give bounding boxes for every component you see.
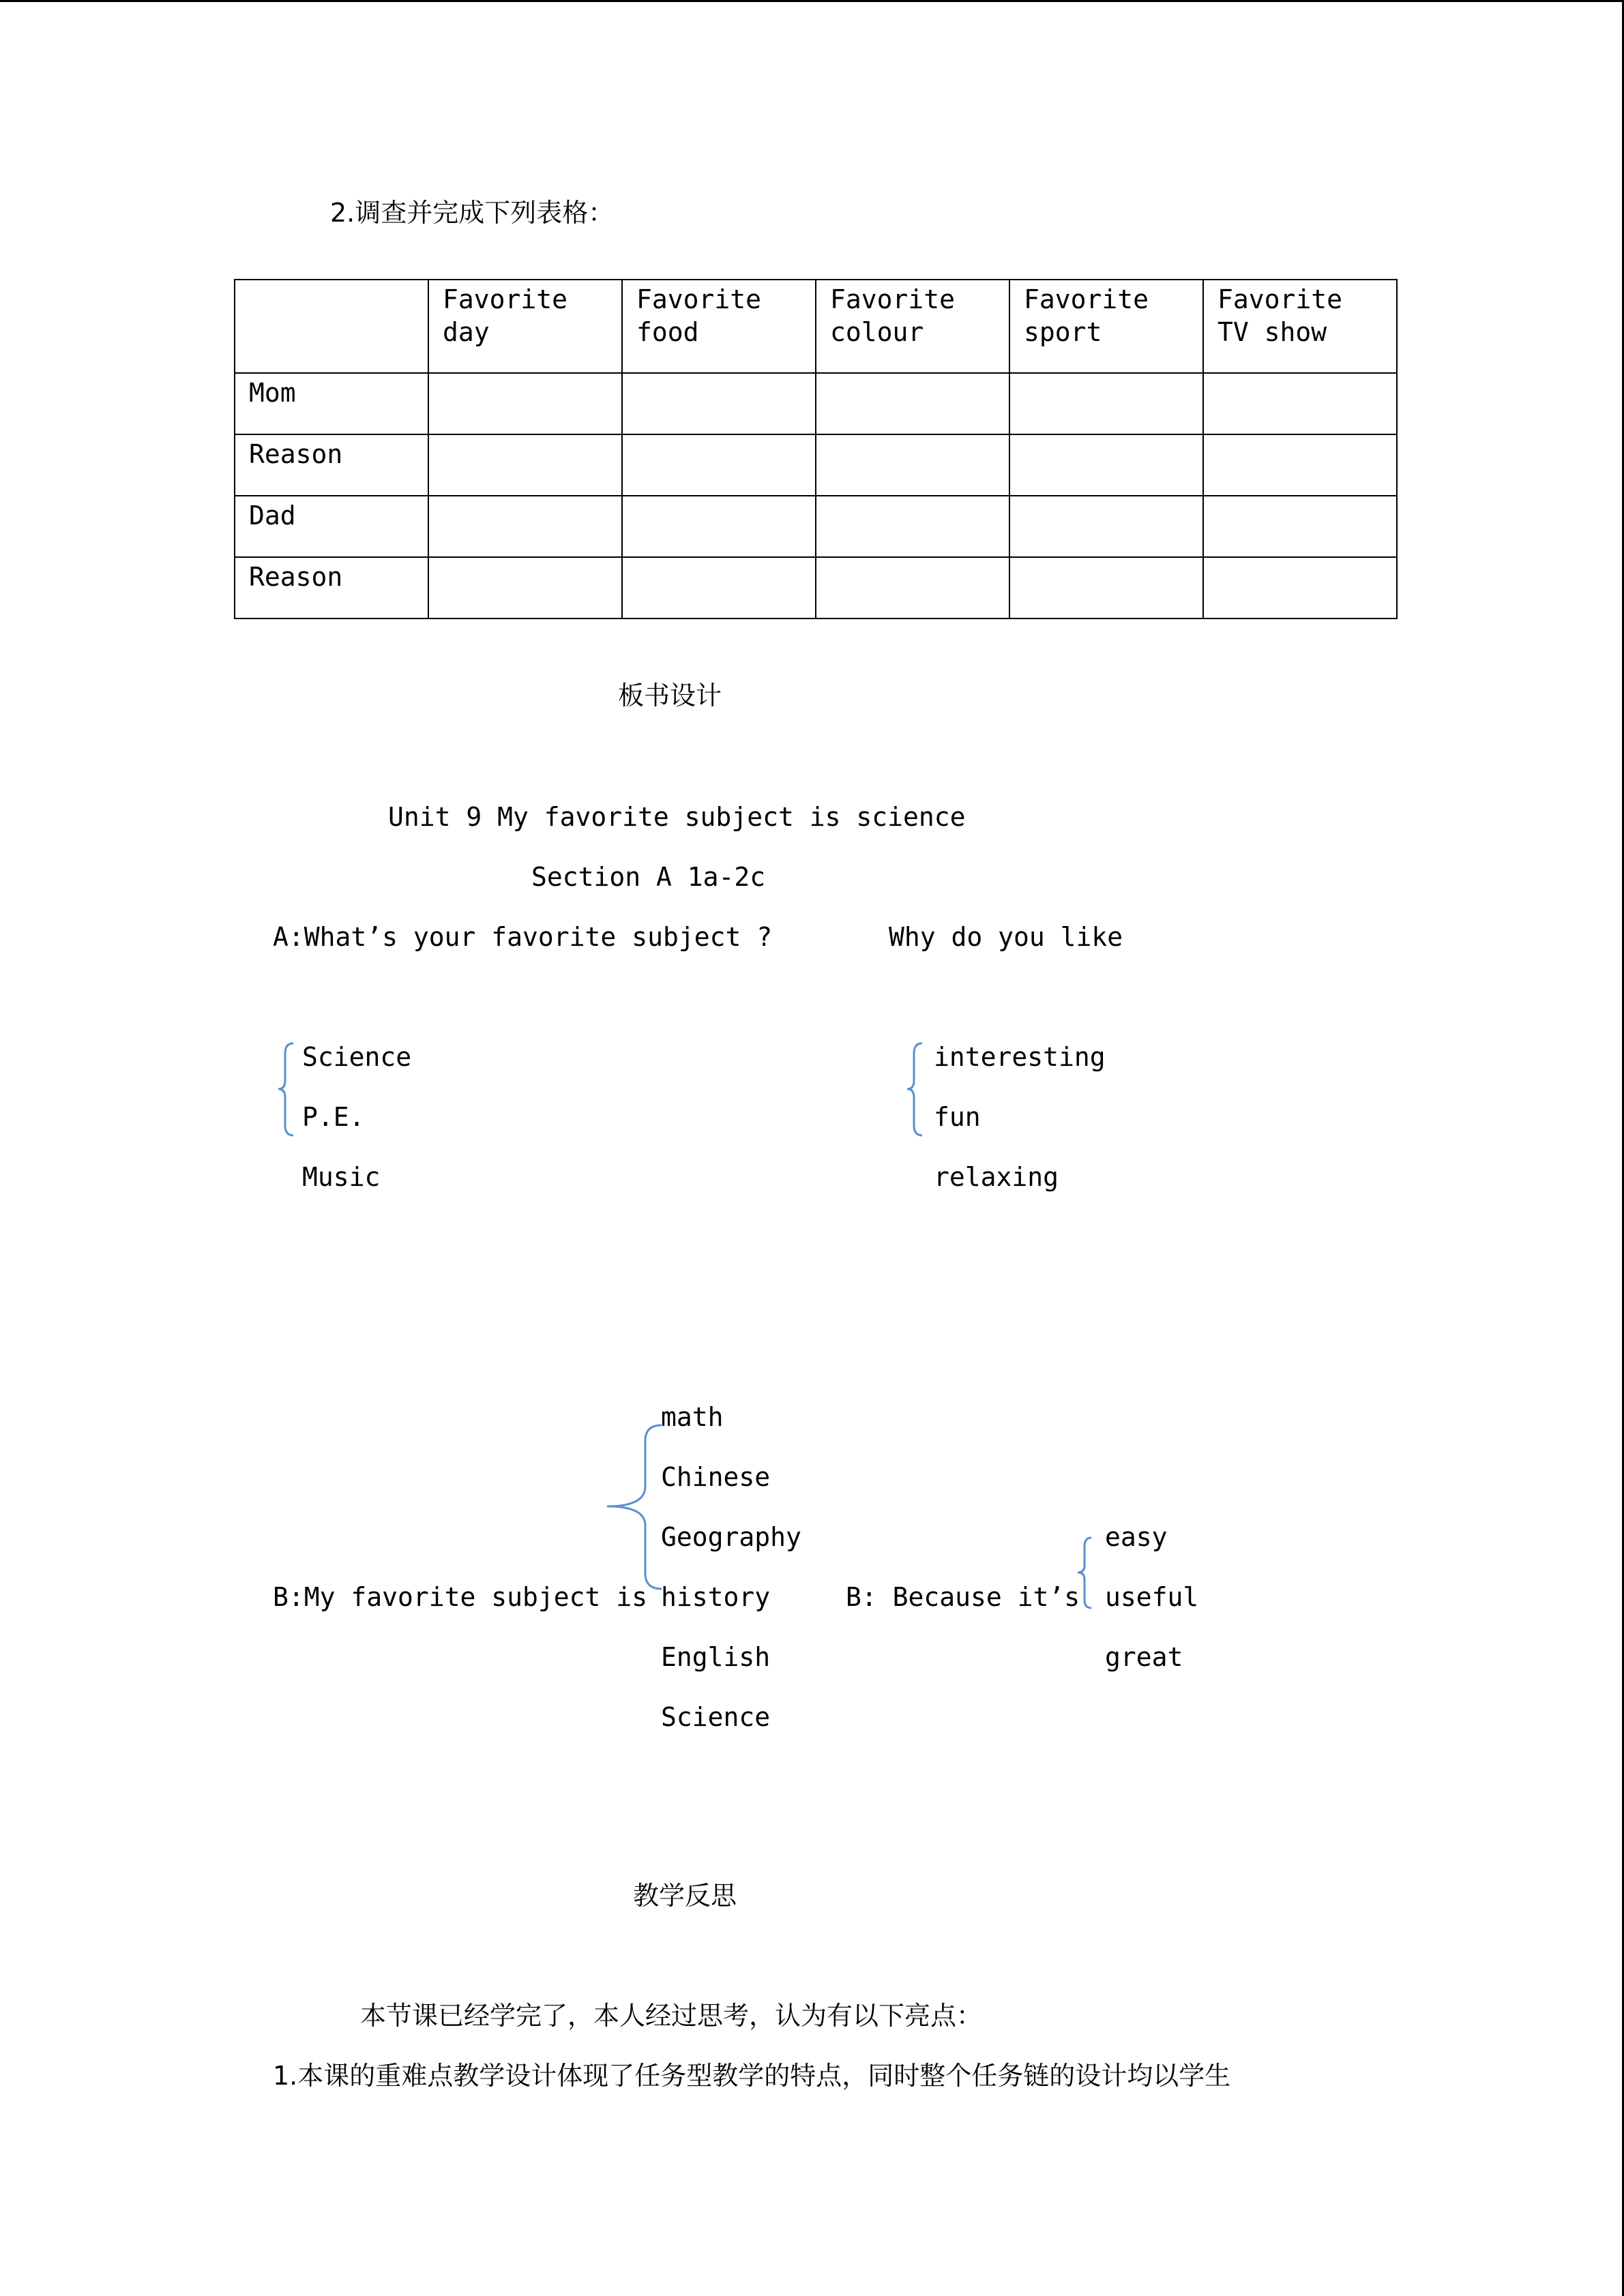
table-cell [1203, 373, 1397, 434]
table-cell [428, 557, 622, 618]
adjective-a-item: interesting [934, 1042, 1106, 1072]
reflection-intro: 本节课已经学完了，本人经过思考，认为有以下亮点： [360, 2001, 983, 2031]
answer-b: B:My favorite subject is [273, 1582, 648, 1612]
table-header-cell: Favorite sport [1009, 280, 1203, 373]
adjective-a-item: relaxing [934, 1162, 1059, 1192]
table-cell [816, 557, 1009, 618]
subjects-a-brace-icon [273, 1040, 300, 1139]
table-header-cell: Favorite colour [816, 280, 1009, 373]
unit-title: Unit 9 My favorite subject is science [388, 802, 966, 832]
task-heading: 2.调查并完成下列表格： [330, 198, 615, 228]
table-cell [816, 434, 1009, 496]
table-cell [1203, 496, 1397, 557]
table-cell [428, 373, 622, 434]
section-label: Section A 1a-2c [531, 862, 766, 892]
table-cell [816, 373, 1009, 434]
subject-b-item: Chinese [661, 1462, 771, 1492]
table-cell [428, 434, 622, 496]
subject-b-item: history [661, 1582, 771, 1612]
table-header-row [235, 280, 1397, 373]
subject-b-item: English [661, 1642, 771, 1672]
row-label: Reason [235, 557, 428, 618]
table-header-cell: Favorite TV show [1203, 280, 1397, 373]
table-cell [816, 496, 1009, 557]
subject-a-item: Music [302, 1162, 381, 1192]
adjectives-a-brace-icon [902, 1040, 929, 1139]
table-cell [622, 373, 816, 434]
adjective-b-item: great [1105, 1642, 1183, 1672]
adjectives-b-brace-icon [1071, 1534, 1098, 1613]
table-cell [622, 434, 816, 496]
reflection-point-1: 1.本课的重难点教学设计体现了任务型教学的特点，同时整个任务链的设计均以学生 [273, 2061, 1231, 2091]
table-cell [1009, 557, 1203, 618]
row-label: Reason [235, 434, 428, 496]
adjective-a-item: fun [934, 1102, 981, 1132]
table-cell [428, 496, 622, 557]
adjective-b-item: easy [1105, 1522, 1168, 1552]
table-cell [622, 557, 816, 618]
table-row [235, 434, 1397, 496]
survey-table [234, 279, 1398, 619]
reflection-heading: 教学反思 [633, 1881, 737, 1911]
table-cell [1009, 496, 1203, 557]
table-row [235, 557, 1397, 618]
subject-a-item: Science [302, 1042, 412, 1072]
table-header-cell [235, 280, 428, 373]
table-row [235, 373, 1397, 434]
subject-b-item: Science [661, 1702, 771, 1732]
table-cell [1009, 373, 1203, 434]
table-row [235, 496, 1397, 557]
question-a: A:What’s your favorite subject ? [273, 922, 773, 952]
row-label: Mom [235, 373, 428, 434]
adjective-b-item: useful [1105, 1582, 1199, 1612]
because-b: B: Because it’s [846, 1582, 1080, 1612]
row-label: Dad [235, 496, 428, 557]
page-border-top [0, 0, 1624, 2]
subjects-b-brace-icon [600, 1422, 662, 1596]
board-design-heading: 板书设计 [618, 681, 722, 711]
subject-a-item: P.E. [302, 1102, 365, 1132]
subject-b-item: Geography [661, 1522, 801, 1552]
table-cell [1203, 434, 1397, 496]
table-header-cell: Favorite food [622, 280, 816, 373]
table-cell [1009, 434, 1203, 496]
table-header-cell: Favorite day [428, 280, 622, 373]
table-cell [1203, 557, 1397, 618]
table-cell [622, 496, 816, 557]
subject-b-item: math [661, 1402, 724, 1432]
question-why: Why do you like [889, 922, 1123, 952]
